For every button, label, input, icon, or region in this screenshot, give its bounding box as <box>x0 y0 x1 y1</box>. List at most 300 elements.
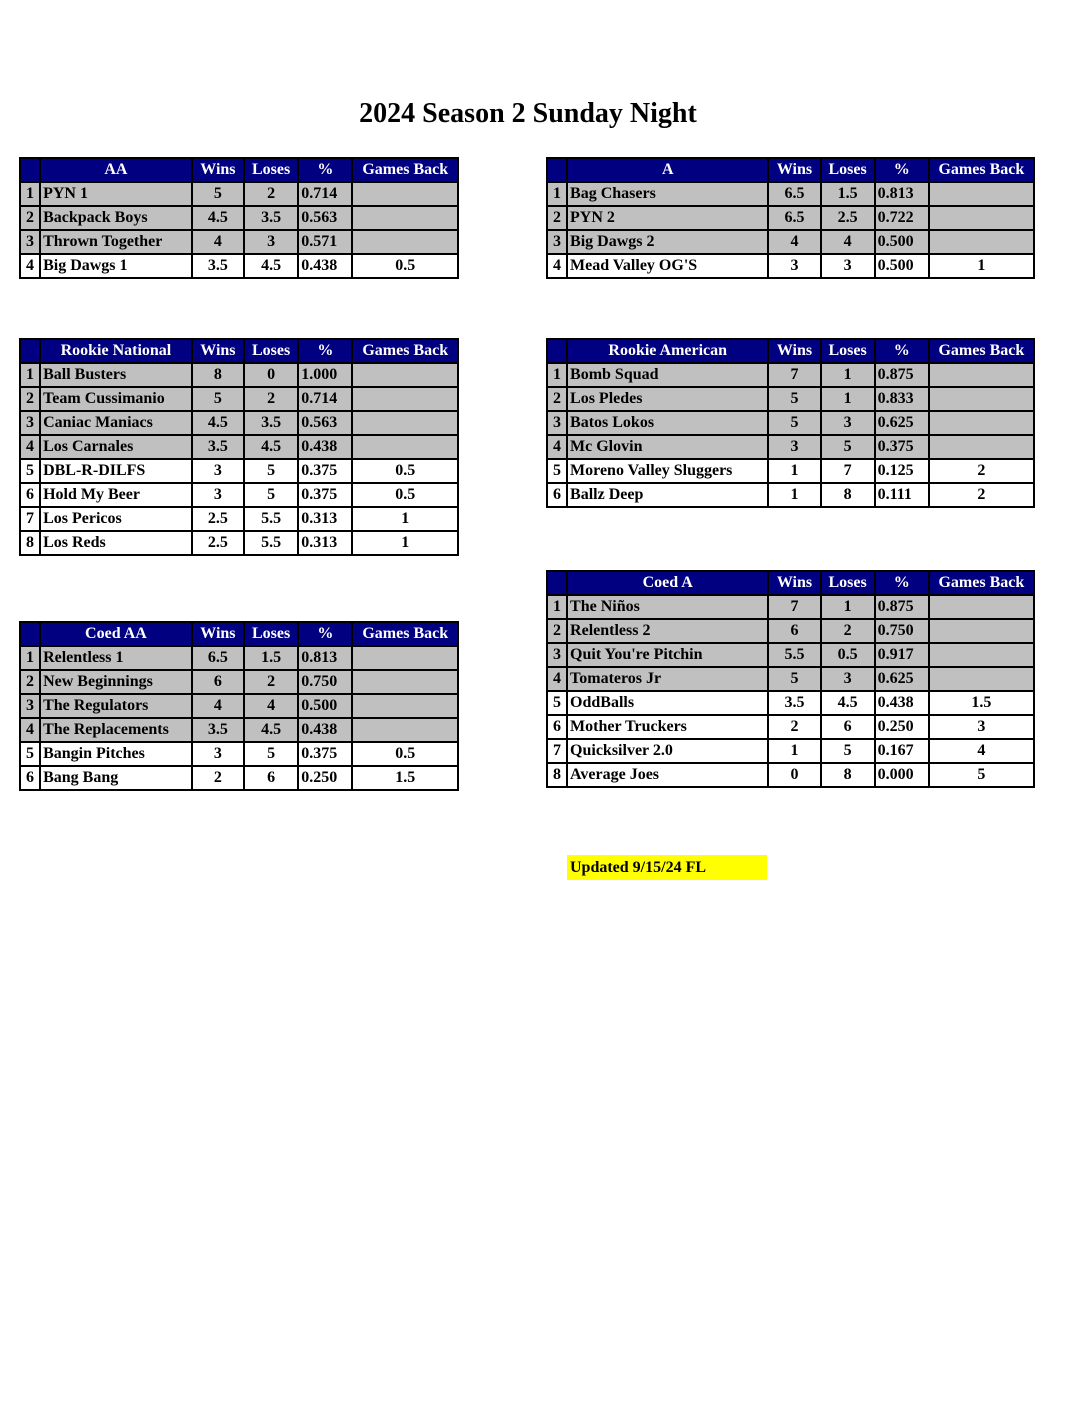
loses-cell: 1 <box>821 363 875 387</box>
loses-cell: 5 <box>244 459 298 483</box>
header-blank <box>20 339 40 363</box>
wins-cell: 1 <box>768 483 820 507</box>
pct-header: % <box>875 339 929 363</box>
games-back-cell: 1 <box>352 507 458 531</box>
pct-cell: 0.375 <box>298 459 352 483</box>
team-name-cell: Relentless 2 <box>567 619 768 643</box>
pct-cell: 0.500 <box>875 254 929 278</box>
games-back-cell <box>352 230 458 254</box>
table-header-row <box>547 158 1034 182</box>
games-back-cell <box>352 411 458 435</box>
loses-cell: 3 <box>821 667 875 691</box>
pct-header: % <box>298 339 352 363</box>
loses-cell: 3.5 <box>244 411 298 435</box>
games-back-cell <box>929 619 1034 643</box>
rank-cell: 3 <box>547 230 567 254</box>
pct-cell: 0.813 <box>875 182 929 206</box>
pct-cell: 0.813 <box>298 646 352 670</box>
games-back-header: Games Back <box>352 158 458 182</box>
division-name-header: Coed A <box>567 571 768 595</box>
wins-cell: 5 <box>192 387 244 411</box>
loses-cell: 1 <box>821 595 875 619</box>
loses-cell: 5 <box>244 742 298 766</box>
table-row <box>20 254 458 278</box>
wins-cell: 3.5 <box>192 718 244 742</box>
table-row <box>547 206 1034 230</box>
table-row <box>547 230 1034 254</box>
table-header-row <box>547 571 1034 595</box>
loses-cell: 6 <box>244 766 298 790</box>
pct-header: % <box>298 158 352 182</box>
wins-cell: 3 <box>192 459 244 483</box>
wins-cell: 5 <box>768 411 820 435</box>
games-back-header: Games Back <box>929 158 1034 182</box>
wins-header: Wins <box>768 158 820 182</box>
loses-cell: 5 <box>821 435 875 459</box>
team-name-cell: Bang Bang <box>40 766 192 790</box>
rank-cell: 3 <box>547 411 567 435</box>
team-name-cell: New Beginnings <box>40 670 192 694</box>
loses-header: Loses <box>821 339 875 363</box>
team-name-cell: Mother Truckers <box>567 715 768 739</box>
loses-cell: 4 <box>821 230 875 254</box>
wins-cell: 6.5 <box>192 646 244 670</box>
rank-cell: 1 <box>547 595 567 619</box>
loses-cell: 8 <box>821 763 875 787</box>
team-name-cell: Los Reds <box>40 531 192 555</box>
loses-header: Loses <box>821 571 875 595</box>
rank-cell: 3 <box>20 411 40 435</box>
wins-cell: 7 <box>768 595 820 619</box>
table-header-row <box>20 158 458 182</box>
pct-cell: 1.000 <box>298 363 352 387</box>
table-header-row <box>20 339 458 363</box>
table-row <box>20 766 458 790</box>
rank-cell: 6 <box>547 483 567 507</box>
pct-cell: 0.250 <box>875 715 929 739</box>
team-name-cell: Thrown Together <box>40 230 192 254</box>
wins-cell: 2 <box>768 715 820 739</box>
pct-header: % <box>298 622 352 646</box>
games-back-cell: 2 <box>929 483 1034 507</box>
team-name-cell: The Replacements <box>40 718 192 742</box>
wins-cell: 3.5 <box>192 254 244 278</box>
wins-cell: 4 <box>192 694 244 718</box>
rank-cell: 3 <box>547 643 567 667</box>
loses-cell: 4.5 <box>244 718 298 742</box>
loses-cell: 2 <box>821 619 875 643</box>
updated-note: Updated 9/15/24 FL <box>567 855 767 880</box>
loses-cell: 5 <box>821 739 875 763</box>
games-back-cell <box>352 718 458 742</box>
loses-cell: 1.5 <box>821 182 875 206</box>
pct-cell: 0.000 <box>875 763 929 787</box>
wins-header: Wins <box>192 339 244 363</box>
loses-cell: 0.5 <box>821 643 875 667</box>
standings-table-coed-aa <box>19 621 459 791</box>
pct-cell: 0.563 <box>298 411 352 435</box>
games-back-cell <box>929 363 1034 387</box>
games-back-cell <box>929 643 1034 667</box>
wins-cell: 2.5 <box>192 531 244 555</box>
wins-cell: 4 <box>768 230 820 254</box>
rank-cell: 6 <box>20 766 40 790</box>
team-name-cell: Relentless 1 <box>40 646 192 670</box>
pct-header: % <box>875 571 929 595</box>
team-name-cell: Tomateros Jr <box>567 667 768 691</box>
pct-cell: 0.875 <box>875 595 929 619</box>
loses-cell: 3 <box>244 230 298 254</box>
wins-cell: 4 <box>192 230 244 254</box>
loses-cell: 5.5 <box>244 507 298 531</box>
wins-cell: 5 <box>768 387 820 411</box>
loses-cell: 5 <box>244 483 298 507</box>
team-name-cell: Average Joes <box>567 763 768 787</box>
team-name-cell: Backpack Boys <box>40 206 192 230</box>
loses-cell: 3 <box>821 254 875 278</box>
pct-cell: 0.625 <box>875 411 929 435</box>
pct-cell: 0.625 <box>875 667 929 691</box>
standings-table-rookie-national <box>19 338 459 556</box>
pct-header: % <box>875 158 929 182</box>
table-row <box>547 715 1034 739</box>
team-name-cell: Mead Valley OG'S <box>567 254 768 278</box>
games-back-cell: 0.5 <box>352 254 458 278</box>
games-back-cell <box>929 182 1034 206</box>
pct-cell: 0.313 <box>298 507 352 531</box>
pct-cell: 0.375 <box>298 483 352 507</box>
rank-cell: 1 <box>20 363 40 387</box>
games-back-cell <box>352 646 458 670</box>
rank-cell: 2 <box>20 387 40 411</box>
rank-cell: 1 <box>547 363 567 387</box>
rank-cell: 2 <box>20 206 40 230</box>
pct-cell: 0.167 <box>875 739 929 763</box>
division-name-header: AA <box>40 158 192 182</box>
wins-header: Wins <box>768 571 820 595</box>
standings-table-aa <box>19 157 459 279</box>
games-back-cell <box>352 182 458 206</box>
wins-cell: 6 <box>768 619 820 643</box>
team-name-cell: Ball Busters <box>40 363 192 387</box>
wins-cell: 0 <box>768 763 820 787</box>
table-row <box>20 206 458 230</box>
games-back-cell: 0.5 <box>352 742 458 766</box>
team-name-cell: Ballz Deep <box>567 483 768 507</box>
games-back-header: Games Back <box>929 571 1034 595</box>
pct-cell: 0.500 <box>298 694 352 718</box>
table-row <box>547 739 1034 763</box>
pct-cell: 0.714 <box>298 182 352 206</box>
games-back-cell <box>929 595 1034 619</box>
pct-cell: 0.375 <box>875 435 929 459</box>
team-name-cell: Caniac Maniacs <box>40 411 192 435</box>
table-row <box>20 387 458 411</box>
rank-cell: 1 <box>547 182 567 206</box>
table-row <box>547 595 1034 619</box>
rank-cell: 7 <box>547 739 567 763</box>
page-title: 2024 Season 2 Sunday Night <box>359 98 697 129</box>
rank-cell: 5 <box>20 459 40 483</box>
table-row <box>20 718 458 742</box>
games-back-cell <box>929 435 1034 459</box>
table-row <box>20 435 458 459</box>
pct-cell: 0.750 <box>875 619 929 643</box>
wins-cell: 6 <box>192 670 244 694</box>
header-blank <box>547 339 567 363</box>
games-back-cell: 1.5 <box>929 691 1034 715</box>
table-row <box>547 435 1034 459</box>
rank-cell: 4 <box>20 435 40 459</box>
games-back-cell <box>929 230 1034 254</box>
loses-cell: 8 <box>821 483 875 507</box>
loses-cell: 2 <box>244 182 298 206</box>
loses-cell: 2 <box>244 670 298 694</box>
loses-header: Loses <box>244 622 298 646</box>
table-row <box>547 459 1034 483</box>
header-blank <box>547 158 567 182</box>
pct-cell: 0.438 <box>298 718 352 742</box>
team-name-cell: The Niños <box>567 595 768 619</box>
rank-cell: 5 <box>547 691 567 715</box>
pct-cell: 0.500 <box>875 230 929 254</box>
pct-cell: 0.875 <box>875 363 929 387</box>
rank-cell: 7 <box>20 507 40 531</box>
wins-cell: 3.5 <box>768 691 820 715</box>
games-back-cell: 3 <box>929 715 1034 739</box>
games-back-cell: 0.5 <box>352 483 458 507</box>
wins-header: Wins <box>192 158 244 182</box>
team-name-cell: Bangin Pitches <box>40 742 192 766</box>
team-name-cell: Los Pledes <box>567 387 768 411</box>
loses-cell: 7 <box>821 459 875 483</box>
wins-cell: 1 <box>768 459 820 483</box>
rank-cell: 8 <box>20 531 40 555</box>
pct-cell: 0.438 <box>875 691 929 715</box>
wins-cell: 4.5 <box>192 206 244 230</box>
wins-cell: 6.5 <box>768 206 820 230</box>
loses-cell: 3.5 <box>244 206 298 230</box>
table-row <box>547 182 1034 206</box>
pct-cell: 0.313 <box>298 531 352 555</box>
pct-cell: 0.438 <box>298 254 352 278</box>
wins-cell: 6.5 <box>768 182 820 206</box>
wins-header: Wins <box>768 339 820 363</box>
games-back-cell <box>929 387 1034 411</box>
loses-header: Loses <box>244 158 298 182</box>
rank-cell: 1 <box>20 646 40 670</box>
wins-cell: 3.5 <box>192 435 244 459</box>
pct-cell: 0.111 <box>875 483 929 507</box>
games-back-header: Games Back <box>352 622 458 646</box>
team-name-cell: Los Pericos <box>40 507 192 531</box>
games-back-cell <box>352 387 458 411</box>
rank-cell: 2 <box>547 619 567 643</box>
table-row <box>547 411 1034 435</box>
pct-cell: 0.917 <box>875 643 929 667</box>
rank-cell: 4 <box>547 254 567 278</box>
games-back-cell: 2 <box>929 459 1034 483</box>
table-row <box>20 411 458 435</box>
rank-cell: 3 <box>20 230 40 254</box>
header-blank <box>547 571 567 595</box>
games-back-cell: 1 <box>929 254 1034 278</box>
team-name-cell: Moreno Valley Sluggers <box>567 459 768 483</box>
table-row <box>547 667 1034 691</box>
games-back-cell <box>352 694 458 718</box>
loses-cell: 4 <box>244 694 298 718</box>
division-name-header: A <box>567 158 768 182</box>
standings-table-coed-a <box>546 570 1035 788</box>
pct-cell: 0.750 <box>298 670 352 694</box>
standings-table-a <box>546 157 1035 279</box>
team-name-cell: Bomb Squad <box>567 363 768 387</box>
rank-cell: 4 <box>547 667 567 691</box>
table-row <box>20 230 458 254</box>
games-back-cell: 5 <box>929 763 1034 787</box>
pct-cell: 0.125 <box>875 459 929 483</box>
table-row <box>547 691 1034 715</box>
wins-cell: 1 <box>768 739 820 763</box>
wins-cell: 2.5 <box>192 507 244 531</box>
loses-header: Loses <box>821 158 875 182</box>
table-row <box>547 363 1034 387</box>
rank-cell: 3 <box>20 694 40 718</box>
pct-cell: 0.250 <box>298 766 352 790</box>
rank-cell: 2 <box>547 206 567 230</box>
loses-cell: 6 <box>821 715 875 739</box>
table-header-row <box>20 622 458 646</box>
rank-cell: 1 <box>20 182 40 206</box>
team-name-cell: Mc Glovin <box>567 435 768 459</box>
wins-cell: 4.5 <box>192 411 244 435</box>
team-name-cell: PYN 2 <box>567 206 768 230</box>
wins-cell: 5.5 <box>768 643 820 667</box>
rank-cell: 4 <box>547 435 567 459</box>
wins-header: Wins <box>192 622 244 646</box>
table-row <box>547 387 1034 411</box>
games-back-cell: 4 <box>929 739 1034 763</box>
header-blank <box>20 622 40 646</box>
table-row <box>20 507 458 531</box>
table-row <box>20 694 458 718</box>
loses-cell: 0 <box>244 363 298 387</box>
games-back-cell <box>352 206 458 230</box>
rank-cell: 2 <box>547 387 567 411</box>
rank-cell: 4 <box>20 254 40 278</box>
team-name-cell: Hold My Beer <box>40 483 192 507</box>
rank-cell: 6 <box>20 483 40 507</box>
table-row <box>20 459 458 483</box>
loses-cell: 1 <box>821 387 875 411</box>
division-name-header: Rookie National <box>40 339 192 363</box>
games-back-cell <box>352 363 458 387</box>
rank-cell: 4 <box>20 718 40 742</box>
team-name-cell: Big Dawgs 2 <box>567 230 768 254</box>
games-back-cell: 1.5 <box>352 766 458 790</box>
loses-cell: 5.5 <box>244 531 298 555</box>
table-row <box>20 182 458 206</box>
loses-cell: 4.5 <box>821 691 875 715</box>
table-header-row <box>547 339 1034 363</box>
division-name-header: Rookie American <box>567 339 768 363</box>
wins-cell: 3 <box>192 742 244 766</box>
table-row <box>547 483 1034 507</box>
pct-cell: 0.438 <box>298 435 352 459</box>
division-name-header: Coed AA <box>40 622 192 646</box>
team-name-cell: Los Carnales <box>40 435 192 459</box>
table-row <box>20 670 458 694</box>
table-row <box>547 254 1034 278</box>
wins-cell: 5 <box>192 182 244 206</box>
loses-cell: 2.5 <box>821 206 875 230</box>
wins-cell: 5 <box>768 667 820 691</box>
table-row <box>547 643 1034 667</box>
wins-cell: 3 <box>768 254 820 278</box>
header-blank <box>20 158 40 182</box>
standings-table-rookie-american <box>546 338 1035 508</box>
team-name-cell: The Regulators <box>40 694 192 718</box>
table-row <box>20 646 458 670</box>
loses-header: Loses <box>244 339 298 363</box>
rank-cell: 6 <box>547 715 567 739</box>
team-name-cell: DBL-R-DILFS <box>40 459 192 483</box>
pct-cell: 0.563 <box>298 206 352 230</box>
loses-cell: 4.5 <box>244 254 298 278</box>
wins-cell: 3 <box>192 483 244 507</box>
team-name-cell: Quit You're Pitchin <box>567 643 768 667</box>
games-back-cell <box>929 206 1034 230</box>
pct-cell: 0.375 <box>298 742 352 766</box>
pct-cell: 0.833 <box>875 387 929 411</box>
team-name-cell: Quicksilver 2.0 <box>567 739 768 763</box>
loses-cell: 2 <box>244 387 298 411</box>
wins-cell: 7 <box>768 363 820 387</box>
table-row <box>547 763 1034 787</box>
wins-cell: 8 <box>192 363 244 387</box>
table-row <box>20 483 458 507</box>
team-name-cell: Team Cussimanio <box>40 387 192 411</box>
rank-cell: 5 <box>547 459 567 483</box>
games-back-cell <box>929 411 1034 435</box>
loses-cell: 4.5 <box>244 435 298 459</box>
games-back-header: Games Back <box>929 339 1034 363</box>
team-name-cell: Bag Chasers <box>567 182 768 206</box>
loses-cell: 3 <box>821 411 875 435</box>
games-back-cell <box>352 670 458 694</box>
games-back-cell <box>352 435 458 459</box>
games-back-cell: 1 <box>352 531 458 555</box>
table-row <box>20 363 458 387</box>
table-row <box>547 619 1034 643</box>
table-row <box>20 742 458 766</box>
loses-cell: 1.5 <box>244 646 298 670</box>
games-back-cell <box>929 667 1034 691</box>
pct-cell: 0.571 <box>298 230 352 254</box>
wins-cell: 3 <box>768 435 820 459</box>
games-back-cell: 0.5 <box>352 459 458 483</box>
table-row <box>20 531 458 555</box>
rank-cell: 8 <box>547 763 567 787</box>
team-name-cell: Big Dawgs 1 <box>40 254 192 278</box>
pct-cell: 0.722 <box>875 206 929 230</box>
rank-cell: 2 <box>20 670 40 694</box>
rank-cell: 5 <box>20 742 40 766</box>
pct-cell: 0.714 <box>298 387 352 411</box>
team-name-cell: Batos Lokos <box>567 411 768 435</box>
team-name-cell: OddBalls <box>567 691 768 715</box>
games-back-header: Games Back <box>352 339 458 363</box>
